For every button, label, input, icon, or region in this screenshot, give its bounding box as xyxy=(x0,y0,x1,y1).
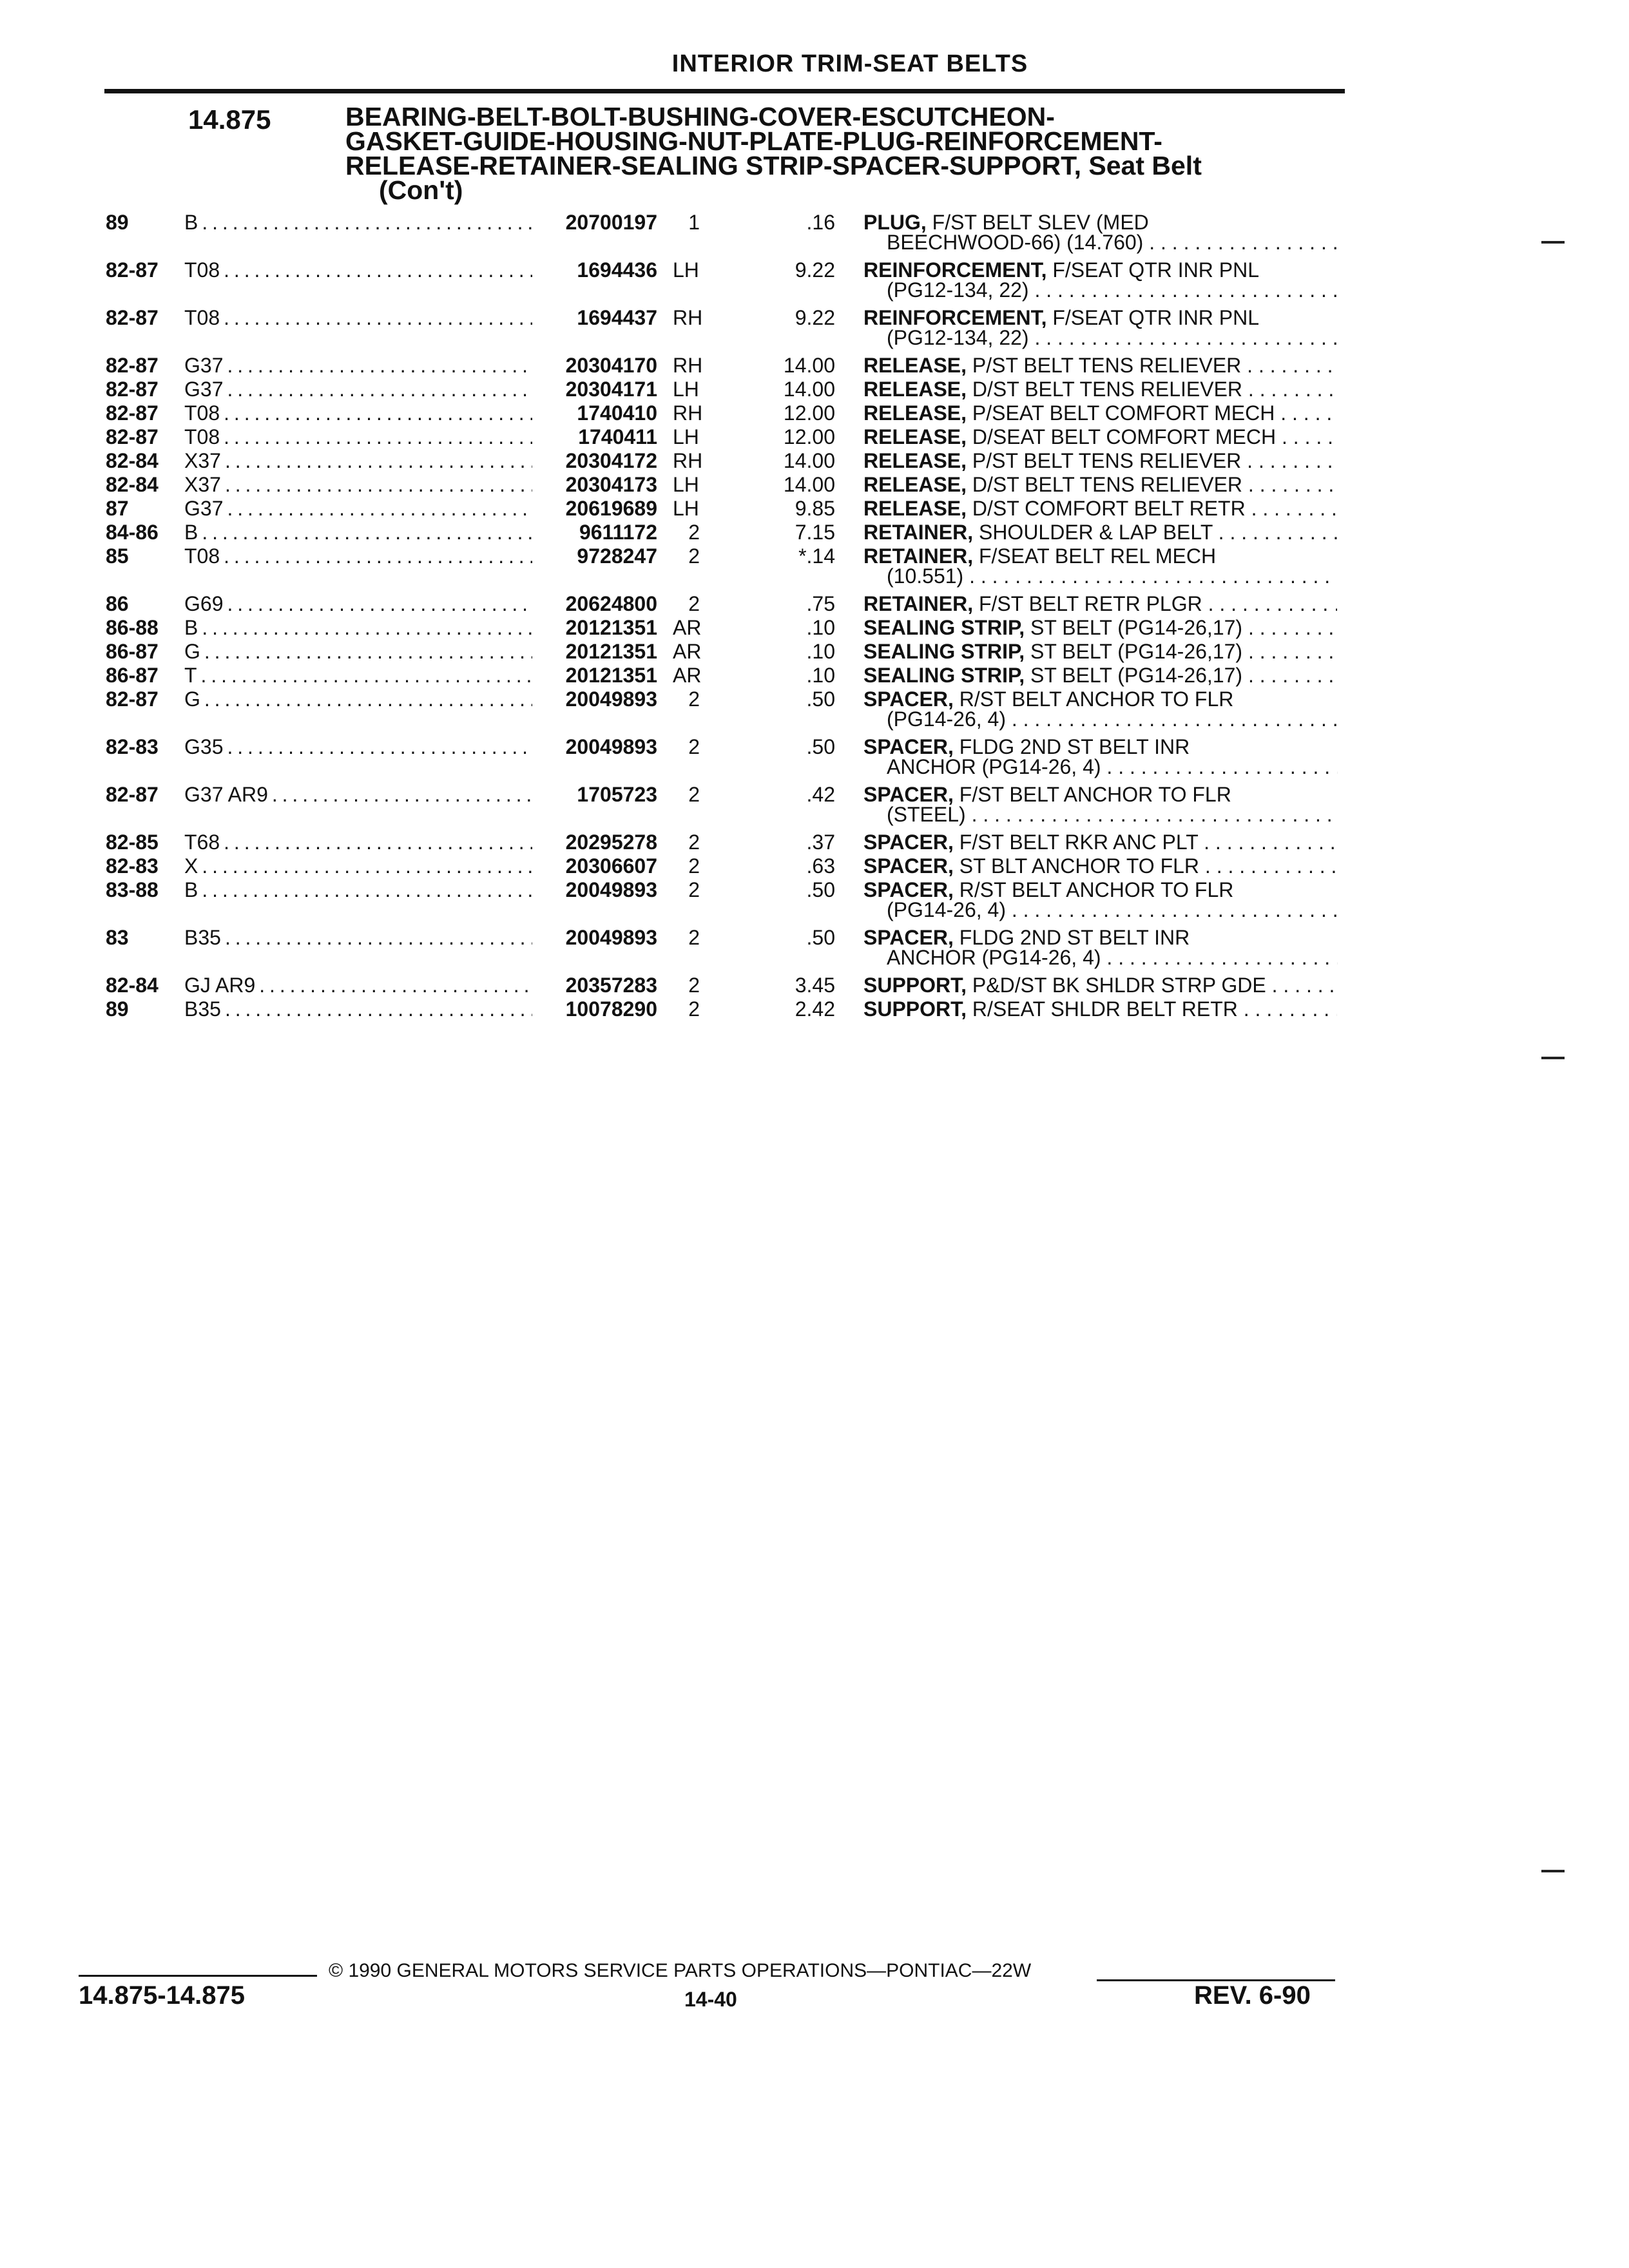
row-part-name: RELEASE, xyxy=(863,449,967,472)
row-quantity: 2 xyxy=(688,878,700,901)
row-price: 3.45 xyxy=(795,974,835,997)
row-part-detail: SHOULDER & LAP BELT xyxy=(973,521,1213,544)
row-year: 82-84 xyxy=(106,974,159,997)
table-row xyxy=(0,878,1629,921)
row-model-text: G37 xyxy=(184,497,227,520)
row-part-detail: ST BELT (PG14-26,17) xyxy=(1025,640,1243,663)
row-part-number: 20624800 xyxy=(565,592,657,615)
table-row xyxy=(0,997,1629,1021)
row-quantity: AR xyxy=(673,640,702,663)
row-description xyxy=(863,974,1337,997)
row-model-text: GJ AR9 xyxy=(184,974,259,997)
row-model xyxy=(184,592,532,616)
row-description xyxy=(863,616,1337,640)
row-description xyxy=(863,473,1337,497)
row-part-detail: R/SEAT SHLDR BELT RETR xyxy=(967,997,1238,1021)
row-description xyxy=(863,592,1337,616)
section-title: INTERIOR TRIM-SEAT BELTS xyxy=(671,50,1028,77)
row-part-number: 20357283 xyxy=(565,974,657,997)
row-part-detail: F/ST BELT ANCHOR TO FLR xyxy=(953,783,1231,806)
row-quantity: RH xyxy=(673,354,703,377)
row-part-name: SUPPORT, xyxy=(863,997,967,1021)
row-part-detail: F/ST BELT SLEV (MED xyxy=(926,211,1149,234)
table-row xyxy=(0,473,1629,497)
row-description-continued: BEECHWOOD-66) (14.760) . . . xyxy=(887,231,1338,255)
row-part-name: SEALING STRIP, xyxy=(863,664,1025,687)
row-model xyxy=(184,687,532,711)
row-part-detail: F/ST BELT RETR PLGR xyxy=(973,592,1202,615)
row-quantity: RH xyxy=(673,401,703,425)
row-part-name: SPACER, xyxy=(863,735,954,758)
row-model-text: B xyxy=(184,521,202,544)
row-model-text: T08 xyxy=(184,306,224,329)
row-part-detail: R/ST BELT ANCHOR TO FLR xyxy=(953,687,1234,711)
row-model-text: G37 AR9 xyxy=(184,783,272,806)
row-price: *.14 xyxy=(798,544,835,568)
row-year: 85 xyxy=(106,544,129,568)
row-year: 87 xyxy=(106,497,129,520)
row-model xyxy=(184,211,532,235)
table-row xyxy=(0,521,1629,544)
table-row xyxy=(0,974,1629,997)
row-part-number: 20304173 xyxy=(565,473,657,496)
row-part-number: 20121351 xyxy=(565,616,657,639)
row-model xyxy=(184,974,532,997)
table-row xyxy=(0,354,1629,378)
row-model-text: G xyxy=(184,687,204,711)
row-part-name: SEALING STRIP, xyxy=(863,616,1025,639)
row-description xyxy=(863,401,1337,425)
table-row xyxy=(0,926,1629,969)
table-row xyxy=(0,401,1629,425)
footer-revision: REV. 6-90 xyxy=(1194,1981,1311,2010)
row-price: .50 xyxy=(806,926,835,949)
row-description-continued: (PG12-134, 22) . . . xyxy=(887,326,1338,350)
row-part-detail: D/ST BELT TENS RELIEVER xyxy=(967,473,1243,496)
row-description-continued: (STEEL) . . . xyxy=(887,803,1338,827)
row-year: 89 xyxy=(106,997,129,1021)
row-description-continued: (PG12-134, 22) . . . xyxy=(887,278,1338,302)
row-part-number: 20304171 xyxy=(565,378,657,401)
row-part-detail: F/SEAT QTR INR PNL xyxy=(1046,258,1259,282)
row-quantity: RH xyxy=(673,449,703,472)
row-part-name: RELEASE, xyxy=(863,378,967,401)
row-model-text: X xyxy=(184,854,202,878)
row-description xyxy=(863,449,1337,473)
row-model xyxy=(184,616,532,640)
row-price: 9.85 xyxy=(795,497,835,520)
table-row xyxy=(0,592,1629,616)
row-price: .16 xyxy=(806,211,835,234)
row-description xyxy=(863,378,1337,401)
row-part-detail: P/SEAT BELT COMFORT MECH xyxy=(967,401,1275,425)
row-price: .10 xyxy=(806,664,835,687)
row-price: 14.00 xyxy=(783,473,835,496)
row-model xyxy=(184,378,532,401)
row-year: 82-83 xyxy=(106,854,159,878)
row-part-number: 20049893 xyxy=(565,878,657,901)
row-price: .50 xyxy=(806,735,835,758)
row-part-detail: ST BELT (PG14-26,17) xyxy=(1025,616,1243,639)
row-description xyxy=(863,854,1337,878)
row-year: 82-84 xyxy=(106,473,159,496)
row-part-number: 20304170 xyxy=(565,354,657,377)
row-quantity: 2 xyxy=(688,831,700,854)
row-model-text: G69 xyxy=(184,592,227,615)
row-part-name: SPACER, xyxy=(863,831,954,854)
row-year: 82-85 xyxy=(106,831,159,854)
row-year: 84-86 xyxy=(106,521,159,544)
row-year: 82-87 xyxy=(106,425,159,448)
row-quantity: 2 xyxy=(688,974,700,997)
row-year: 82-87 xyxy=(106,258,159,282)
row-part-detail: F/SEAT QTR INR PNL xyxy=(1046,306,1259,329)
table-row xyxy=(0,497,1629,521)
row-model-text: X37 xyxy=(184,473,225,496)
group-desc-line: (Con't) xyxy=(379,175,463,205)
row-quantity: 2 xyxy=(688,735,700,758)
row-part-number: 20049893 xyxy=(565,735,657,758)
row-quantity: 2 xyxy=(688,544,700,568)
row-price: 12.00 xyxy=(783,425,835,448)
row-price: .50 xyxy=(806,687,835,711)
row-quantity: RH xyxy=(673,306,703,329)
row-part-number: 20306607 xyxy=(565,854,657,878)
table-row xyxy=(0,211,1629,254)
row-part-number: 1694437 xyxy=(577,306,657,329)
row-description-continued: (PG14-26, 4) . . . xyxy=(887,707,1338,731)
row-part-number: 1694436 xyxy=(577,258,657,282)
row-part-name: RETAINER, xyxy=(863,521,974,544)
row-model-text: B xyxy=(184,616,202,639)
row-model-text: G37 xyxy=(184,378,227,401)
row-part-detail: FLDG 2ND ST BELT INR xyxy=(953,926,1190,949)
row-model-text: T08 xyxy=(184,425,224,448)
row-year: 89 xyxy=(106,211,129,234)
row-model-text: B xyxy=(184,211,202,234)
row-price: .50 xyxy=(806,878,835,901)
row-model xyxy=(184,425,532,449)
row-part-name: RELEASE, xyxy=(863,354,967,377)
row-description-continued: ANCHOR (PG14-26, 4) . . . xyxy=(887,946,1338,970)
row-description xyxy=(863,425,1337,449)
row-part-number: 1740411 xyxy=(578,425,657,448)
row-model xyxy=(184,997,532,1021)
row-year: 86-87 xyxy=(106,640,159,663)
row-price: 9.22 xyxy=(795,306,835,329)
row-part-detail: ST BELT (PG14-26,17) xyxy=(1025,664,1243,687)
row-price: 2.42 xyxy=(795,997,835,1021)
group-desc-line: RELEASE-RETAINER-SEALING STRIP-SPACER-SUPPORT, Seat Belt xyxy=(345,151,1202,180)
group-desc-line: GASKET-GUIDE-HOUSING-NUT-PLATE-PLUG-REINFORCEMENT- xyxy=(345,126,1162,156)
row-description xyxy=(863,664,1337,687)
row-description xyxy=(863,354,1337,378)
row-quantity: 2 xyxy=(688,687,700,711)
row-description xyxy=(863,831,1337,854)
row-model-text: G35 xyxy=(184,735,227,758)
row-part-detail: D/ST COMFORT BELT RETR xyxy=(967,497,1246,520)
row-year: 86-87 xyxy=(106,664,159,687)
row-part-name: RETAINER, xyxy=(863,544,974,568)
row-price: 14.00 xyxy=(783,378,835,401)
row-quantity: 2 xyxy=(688,592,700,615)
table-row xyxy=(0,378,1629,401)
row-part-name: SEALING STRIP, xyxy=(863,640,1025,663)
row-part-name: RELEASE, xyxy=(863,473,967,496)
row-part-name: RETAINER, xyxy=(863,592,974,615)
row-part-name: PLUG, xyxy=(863,211,927,234)
row-quantity: LH xyxy=(673,378,699,401)
row-quantity: LH xyxy=(673,258,699,282)
table-row xyxy=(0,425,1629,449)
row-year: 86-88 xyxy=(106,616,159,639)
row-model xyxy=(184,640,532,664)
row-year: 82-87 xyxy=(106,687,159,711)
row-model xyxy=(184,854,532,878)
row-description xyxy=(863,521,1337,544)
row-model xyxy=(184,783,532,807)
row-price: 12.00 xyxy=(783,401,835,425)
row-description xyxy=(863,997,1337,1021)
row-part-detail: D/SEAT BELT COMFORT MECH xyxy=(967,425,1277,448)
row-price: .10 xyxy=(806,616,835,639)
row-year: 82-87 xyxy=(106,378,159,401)
table-row xyxy=(0,687,1629,731)
row-part-detail: D/ST BELT TENS RELIEVER xyxy=(967,378,1243,401)
row-description-continued: ANCHOR (PG14-26, 4) . . . xyxy=(887,755,1338,779)
row-part-detail: P/ST BELT TENS RELIEVER xyxy=(967,354,1242,377)
row-model-text: G xyxy=(184,640,204,663)
row-part-name: SPACER, xyxy=(863,878,954,901)
row-part-name: REINFORCEMENT, xyxy=(863,258,1047,282)
row-model-text: B35 xyxy=(184,997,225,1021)
row-part-number: 9611172 xyxy=(579,521,657,544)
row-model-text: T08 xyxy=(184,401,224,425)
row-part-number: 20304172 xyxy=(565,449,657,472)
table-row xyxy=(0,854,1629,878)
row-part-detail: R/ST BELT ANCHOR TO FLR xyxy=(953,878,1234,901)
row-model xyxy=(184,497,532,521)
footer-rule-left xyxy=(79,1975,317,1977)
row-part-name: SPACER, xyxy=(863,687,954,711)
row-year: 82-87 xyxy=(106,401,159,425)
row-quantity: 2 xyxy=(688,783,700,806)
row-model xyxy=(184,449,532,473)
row-model xyxy=(184,306,532,330)
row-price: .37 xyxy=(806,831,835,854)
table-row xyxy=(0,783,1629,826)
row-model-text: T08 xyxy=(184,544,224,568)
table-row xyxy=(0,258,1629,302)
row-year: 82-87 xyxy=(106,354,159,377)
row-part-number: 1705723 xyxy=(577,783,657,806)
row-part-name: SPACER, xyxy=(863,854,954,878)
row-quantity: 2 xyxy=(688,997,700,1021)
row-part-number: 9728247 xyxy=(577,544,657,568)
group-desc-line: BEARING-BELT-BOLT-BUSHING-COVER-ESCUTCHEON- xyxy=(345,102,1055,131)
table-row xyxy=(0,544,1629,588)
row-model-text: B xyxy=(184,878,202,901)
row-part-number: 20121351 xyxy=(565,640,657,663)
row-price: .75 xyxy=(806,592,835,615)
table-row xyxy=(0,616,1629,640)
row-part-detail: F/ST BELT RKR ANC PLT xyxy=(953,831,1199,854)
footer-copyright: © 1990 GENERAL MOTORS SERVICE PARTS OPERATIONS—PONTIAC—22W xyxy=(329,1960,1032,1981)
row-quantity: LH xyxy=(673,425,699,448)
row-quantity: 2 xyxy=(688,854,700,878)
row-model xyxy=(184,878,532,902)
row-quantity: LH xyxy=(673,473,699,496)
footer-page-number: 14-40 xyxy=(684,1988,737,2011)
row-part-name: SPACER, xyxy=(863,783,954,806)
margin-mark xyxy=(1541,1870,1565,1872)
row-model xyxy=(184,354,532,378)
row-part-name: SUPPORT, xyxy=(863,974,967,997)
table-row xyxy=(0,449,1629,473)
row-quantity: 2 xyxy=(688,926,700,949)
row-part-detail: ST BLT ANCHOR TO FLR xyxy=(953,854,1200,878)
row-model xyxy=(184,735,532,759)
row-part-number: 10078290 xyxy=(565,997,657,1021)
row-part-number: 20295278 xyxy=(565,831,657,854)
row-quantity: 1 xyxy=(688,211,700,234)
row-year: 82-83 xyxy=(106,735,159,758)
row-quantity: AR xyxy=(673,664,702,687)
row-part-number: 20049893 xyxy=(565,687,657,711)
row-model xyxy=(184,473,532,497)
row-price: .63 xyxy=(806,854,835,878)
row-model xyxy=(184,831,532,854)
table-row xyxy=(0,306,1629,349)
row-part-name: SPACER, xyxy=(863,926,954,949)
group-number: 14.875 xyxy=(188,104,271,135)
table-row xyxy=(0,831,1629,854)
row-description xyxy=(863,497,1337,521)
row-description-continued: (PG14-26, 4) . . . xyxy=(887,898,1338,922)
row-year: 82-84 xyxy=(106,449,159,472)
row-description xyxy=(863,640,1337,664)
table-row xyxy=(0,735,1629,778)
row-quantity: 2 xyxy=(688,521,700,544)
row-model-text: B35 xyxy=(184,926,225,949)
row-price: 14.00 xyxy=(783,449,835,472)
row-price: .42 xyxy=(806,783,835,806)
row-model xyxy=(184,664,532,687)
row-part-name: RELEASE, xyxy=(863,425,967,448)
table-row xyxy=(0,664,1629,687)
row-year: 86 xyxy=(106,592,129,615)
row-model xyxy=(184,401,532,425)
row-part-number: 20700197 xyxy=(565,211,657,234)
row-model-text: T xyxy=(184,664,201,687)
row-model xyxy=(184,544,532,568)
row-price: 9.22 xyxy=(795,258,835,282)
row-part-number: 20121351 xyxy=(565,664,657,687)
row-model xyxy=(184,258,532,282)
row-model xyxy=(184,926,532,950)
row-part-detail: FLDG 2ND ST BELT INR xyxy=(953,735,1190,758)
row-part-detail: F/SEAT BELT REL MECH xyxy=(973,544,1217,568)
row-model-text: T68 xyxy=(184,831,224,854)
row-price: 7.15 xyxy=(795,521,835,544)
row-description-continued: (10.551) . . . xyxy=(887,564,1338,588)
row-part-number: 20049893 xyxy=(565,926,657,949)
row-quantity: AR xyxy=(673,616,702,639)
row-part-detail: P/ST BELT TENS RELIEVER xyxy=(967,449,1242,472)
row-model-text: T08 xyxy=(184,258,224,282)
footer-range: 14.875-14.875 xyxy=(79,1981,246,2010)
row-model-text: G37 xyxy=(184,354,227,377)
row-part-name: RELEASE, xyxy=(863,497,967,520)
row-part-detail: P&D/ST BK SHLDR STRP GDE xyxy=(967,974,1266,997)
table-row xyxy=(0,640,1629,664)
row-model xyxy=(184,521,532,544)
row-year: 82-87 xyxy=(106,306,159,329)
row-part-name: REINFORCEMENT, xyxy=(863,306,1047,329)
row-part-name: RELEASE, xyxy=(863,401,967,425)
margin-mark xyxy=(1541,1057,1565,1059)
margin-mark xyxy=(1541,241,1565,244)
row-model-text: X37 xyxy=(184,449,225,472)
row-year: 83-88 xyxy=(106,878,159,901)
row-price: .10 xyxy=(806,640,835,663)
row-year: 82-87 xyxy=(106,783,159,806)
row-quantity: LH xyxy=(673,497,699,520)
row-year: 83 xyxy=(106,926,129,949)
row-price: 14.00 xyxy=(783,354,835,377)
row-part-number: 1740410 xyxy=(577,401,657,425)
row-part-number: 20619689 xyxy=(565,497,657,520)
